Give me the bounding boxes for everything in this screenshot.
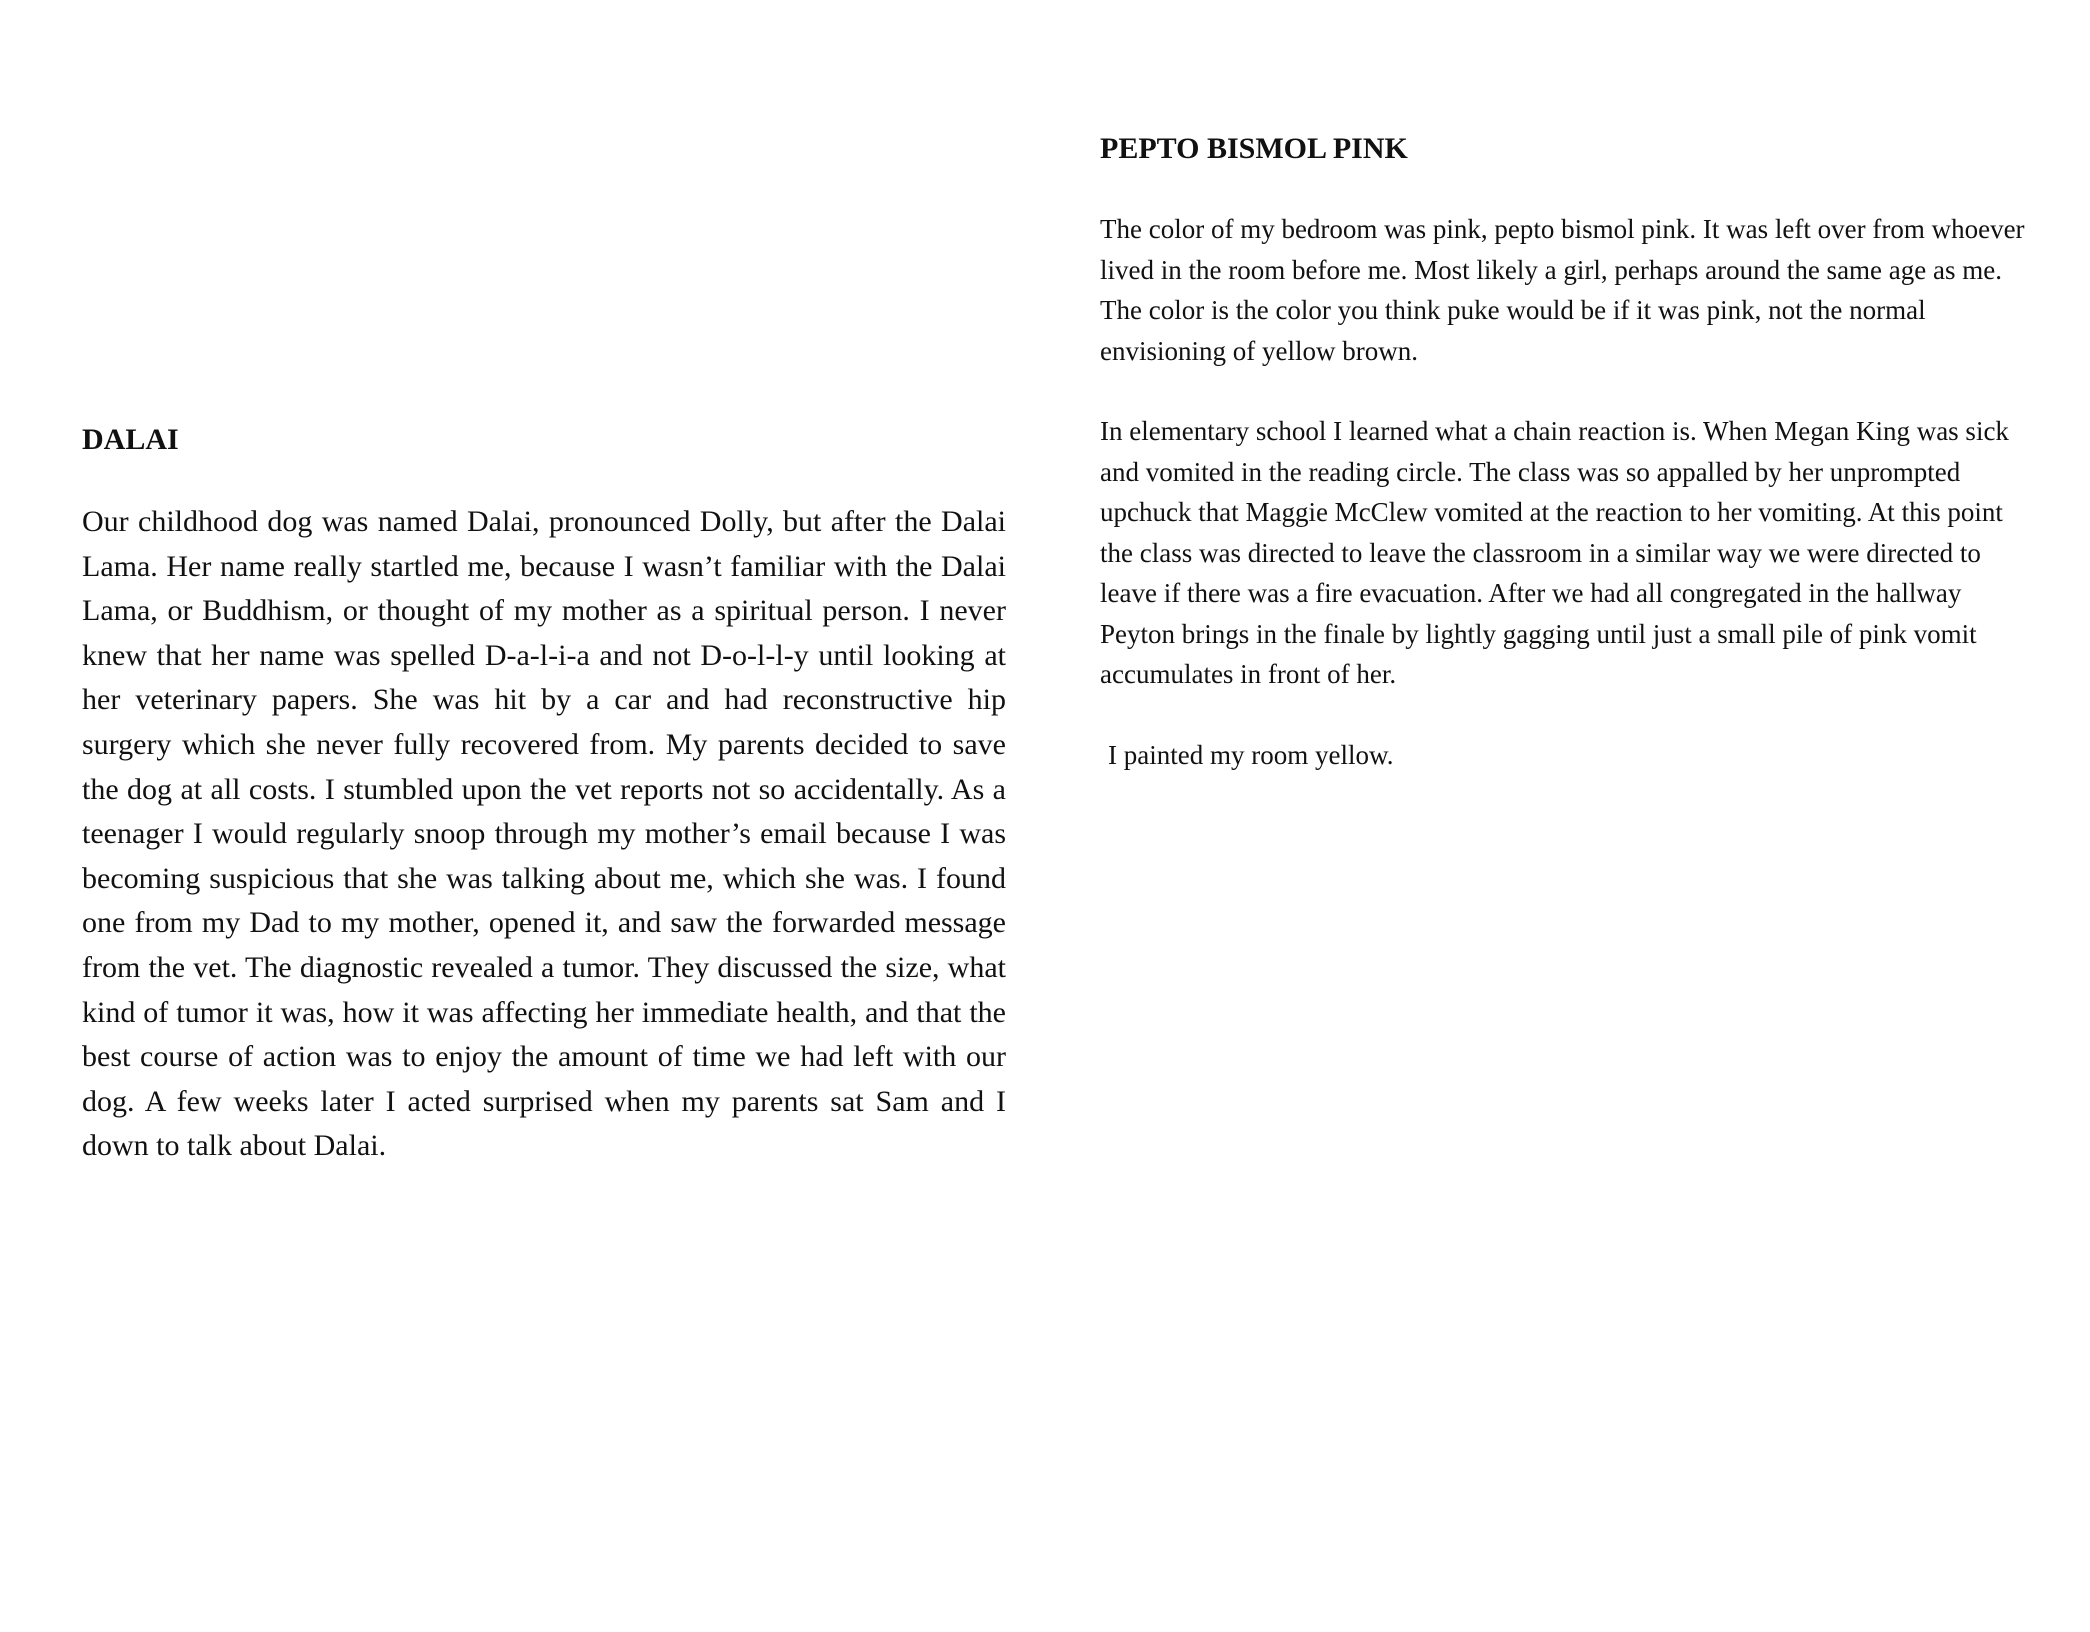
story-title-dalai: DALAI — [82, 423, 179, 456]
story-body-dalai: Our childhood dog was named Dalai, pronounced Dolly, but after the Dalai Lama. Her name really startled me, because I wasn’t familiar with the Dalai Lama, or Buddhism, or thought of my mother as a spiritual person. I never knew that her name was spelled D-a-l-i-a and not D-o-l-l-y until looking at her veterinary papers. She was hit by a car and had reconstructive hip surgery which she never fully recovered from. My parents decided to save the dog at all costs. I stumbled upon the vet reports not so accidentally. As a teenager I would regularly snoop through my mother’s email because I was becoming suspicious that she was talking about me, which she was. I found one from my Dad to my mother, opened it, and saw the forwarded message from the vet. The diagnostic revealed a tumor. They discussed the size, what kind of tumor it was, how it was affecting her immediate health, and that the best course of action was to enjoy the amount of time we had left with our dog. A few weeks later I acted surprised when my parents sat Sam and I down to talk about Dalai. — [82, 505, 1006, 1163]
story-paragraph-3: I painted my room yellow. — [1108, 740, 1394, 770]
story-title-pepto-bismol-pink: PEPTO BISMOL PINK — [1100, 132, 1408, 165]
story-paragraph-1: The color of my bedroom was pink, pepto bismol pink. It was left over from whoever lived in the room before me. Most likely a girl, perhaps around the same age as me. The color is the color you think puke would be if it was pink, not the normal envisioning of yellow brown. — [1100, 214, 2025, 366]
story-paragraph-2: In elementary school I learned what a chain reaction is. When Megan King was sick and vomited in the reading circle. The class was so appalled by her unprompted upchuck that Maggie McClew vomited at the reaction to her vomiting. At this point the class was directed to leave the classroom in a similar way we were directed to leave if there was a fire evacuation. After we had all congregated in the hallway Peyton brings in the finale by lightly gagging until just a small pile of pink vomit accumulates in front of her. — [1100, 416, 2009, 689]
